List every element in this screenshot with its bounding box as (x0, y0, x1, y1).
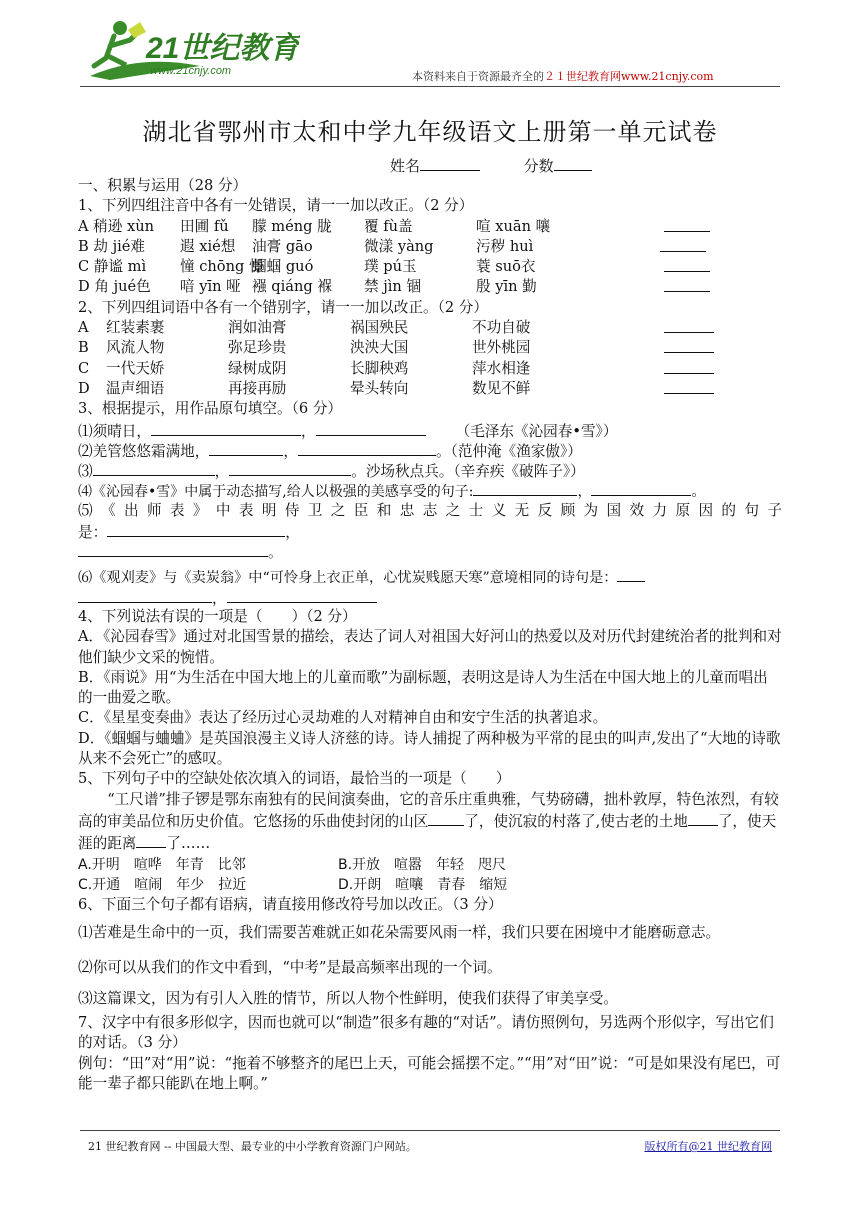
fill-blank[interactable] (209, 440, 283, 456)
21cnjy-logo (80, 14, 300, 86)
name-score-bar (390, 155, 592, 176)
q2-answer-blank[interactable] (664, 373, 714, 374)
fill-blank[interactable] (229, 460, 351, 476)
q4-option-a: A．《沁园春雪》通过对北国雪景的描绘，表达了词人对祖国大好河山的热爱以及对历代封建统治者的批判和对他们缺少文采的惋惜。 (78, 628, 782, 666)
q4-option-b: B．《雨说》用“为生活在中国大地上的儿童而歌”为副标题，表明这是诗人为生活在中国大地上的儿童而唱出的一曲爱之歌。 (78, 668, 768, 707)
q1-row-d: D 角 jué色 喑 yīn 哑 襁 qiáng 褓 禁 jìn 锢 殷 yīn 勤 (78, 277, 782, 297)
q6-sentence-2: ⑵你可以从我们的作文中看到，“中考”是最高频率出现的一个词。 (78, 959, 502, 977)
q1-answer-blank[interactable] (660, 251, 706, 252)
q1-row-c: C 静谧 mì 憧 chōng 憬蝈蝈 guó 璞 pú玉 蓑 suō衣 (78, 257, 782, 277)
q2-answer-blank[interactable] (664, 352, 714, 353)
q3-item-5-cont: 是： ， (78, 521, 782, 541)
q2-answer-blank[interactable] (664, 332, 714, 333)
q3-item-2: ⑵羌管悠悠霜满地， ， 。（范仲淹《渔家傲》） (78, 440, 782, 460)
q2-row-a: A 红装素裹 润如油膏 祸国殃民 不功自破 (78, 318, 782, 338)
fill-blank[interactable] (298, 440, 436, 456)
q5-option-c: C.开通 喧闹 年少 拉近 (78, 876, 247, 893)
q3-item-1: ⑴须晴日， ， （毛泽东《沁园春•雪》） (78, 420, 782, 440)
q3-item-5-cont2: 。 (78, 541, 782, 563)
fill-blank[interactable] (316, 420, 426, 436)
q7-stem: 7、汉字中有很多形似字，因而也就可以“制造”很多有趣的“对话”。请仿照例句，另选两个形似字，写出它们的对话。（3 分） (78, 1013, 774, 1052)
q4-option-d: D．《蝈蝈与蛐蛐》是英国浪漫主义诗人济慈的诗。诗人捕捉了两种极为平常的昆虫的叫声,发出了“大地的诗歌从来不会死亡”的感叹。 (78, 729, 781, 768)
q3-item-6-cont: ， (78, 587, 782, 607)
q6-sentence-1: ⑴苦难是生命中的一页，我们需要苦难就正如花朵需要风雨一样，我们只要在困境中才能磨砺意志。 (78, 924, 721, 942)
page-header (0, 0, 860, 100)
fill-blank[interactable] (227, 587, 377, 603)
q2-row-b: B 风流人物 弥足珍贵 泱泱大国 世外桃园 (78, 338, 782, 358)
section-heading: 一、积累与运用（28 分） (78, 177, 248, 194)
q1-answer-blank[interactable] (664, 291, 710, 292)
q2-stem: 2、下列四组词语中各有一个错别字，请一一加以改正。（2 分） (78, 298, 488, 316)
fill-blank[interactable] (107, 521, 285, 537)
source-site[interactable]: ２１世纪教育网 (544, 70, 621, 83)
q5-option-b: B.开放 喧嚣 年轻 咫尺 (338, 856, 507, 873)
q5-options-ab (78, 855, 782, 875)
logo-text: 21世纪教育 (146, 32, 300, 65)
fill-blank[interactable] (151, 420, 301, 436)
q5-passage: “工尺谱”排子锣是鄂东南独有的民间演奏曲，它的音乐庄重典雅，气势磅礴，拙朴敦厚，特色浓烈，有较高的审美品位和历史价值。它悠扬的乐曲使封闭的山区 了，使沉寂的村落了,使古老的土地 了，使天涯的距离 了…… (78, 790, 779, 853)
q1-stem: 1、下列四组注音中各有一处错误，请一一加以改正。（2 分） (78, 197, 474, 215)
fill-blank[interactable] (93, 460, 215, 476)
q4-option-c: C．《星星变奏曲》表达了经历过心灵劫难的人对精神自由和安宁生活的执著追求。 (78, 709, 608, 727)
name-label: 姓名 (390, 157, 421, 175)
q3-stem: 3、根据提示，用作品原句填空。（6 分） (78, 400, 343, 418)
score-label: 分数 (523, 157, 554, 175)
q3-item-4: ⑷《沁园春•雪》中属于动态描写,给人以极强的美感享受的句子: ， 。 (78, 480, 782, 500)
header-divider (80, 86, 780, 87)
fill-blank[interactable] (591, 480, 691, 496)
fill-blank[interactable] (136, 832, 166, 848)
copyright-link[interactable]: 版权所有@21 世纪教育网 (644, 1140, 772, 1153)
q2-row-d: D 温声细语 再接再励 晕头转向 数见不鲜 (78, 379, 782, 399)
q5-option-a: A.开明 喧哗 年青 比邻 (78, 856, 246, 873)
q2-row-c: C 一代天娇 绿树成阴 长脚秧鸡 萍水相逢 (78, 359, 782, 379)
fill-blank[interactable] (78, 541, 268, 557)
fill-blank[interactable] (617, 566, 645, 582)
footer-divider (80, 1130, 780, 1131)
score-blank[interactable] (554, 155, 592, 171)
page-title: 湖北省鄂州市太和中学九年级语文上册第一单元试卷 (142, 118, 718, 146)
logo-url: www.21cnjy.com (150, 65, 232, 77)
fill-blank[interactable] (688, 810, 718, 826)
q3-item-3: ⑶ ， 。沙场秋点兵。（辛弃疾《破阵子》） (78, 460, 782, 480)
q2-answer-blank[interactable] (664, 393, 714, 394)
q6-stem: 6、下面三个句子都有语病，请直接用修改符号加以改正。（3 分） (78, 896, 503, 914)
q4-stem: 4、下列说法有误的一项是（ ）（2 分） (78, 607, 357, 625)
exam-content (78, 176, 782, 1094)
q5-option-d: D.开朗 喧嚷 青春 缩短 (338, 876, 508, 893)
source-line: 本资料来自于资源最齐全的２１世纪教育网www.21cnjy.com (412, 70, 714, 83)
q5-stem: 5、下列句子中的空缺处依次填入的词语，最恰当的一项是（ ） (78, 770, 511, 788)
q1-answer-blank[interactable] (664, 271, 710, 272)
q5-options-cd (78, 875, 782, 895)
fill-blank[interactable] (78, 587, 212, 603)
q1-answer-blank[interactable] (664, 231, 710, 232)
source-url[interactable]: www.21cnjy.com (621, 70, 714, 83)
name-blank[interactable] (420, 155, 480, 171)
page-footer (80, 1130, 780, 1153)
q3-item-5: ⑸《出师表》中表明侍卫之臣和忠志之士义无反顾为国效力原因的句子 (78, 501, 782, 519)
q6-sentence-3: ⑶这篇课文，因为有引人入胜的情节，所以人物个性鲜明，使我们获得了审美享受。 (78, 989, 618, 1007)
footer-text: 21 世纪教育网 -- 中国最大型、最专业的中小学教育资源门户网站。 (88, 1140, 417, 1153)
q1-row-b: B 劫 jié难 遐 xié想 油膏 gāo 微漾 yàng 污秽 huì (78, 237, 782, 257)
fill-blank[interactable] (428, 810, 464, 826)
q7-example: 例句：“田”对“用”说：“拖着不够整齐的尾巴上天，可能会摇摆不定。”“用”对“田”说：“可是如果没有尾巴，可能一辈子都只能趴在地上啊。” (78, 1054, 781, 1092)
q3-item-6: ⑹《观刈麦》与《卖炭翁》中“可怜身上衣正单，心忧炭贱愿天寒”意境相同的诗句是： (78, 566, 782, 586)
fill-blank[interactable] (473, 480, 577, 496)
q1-row-a: A 稍逊 xùn 田圃 fǔ 朦 méng 胧 覆 fù盖 喧 xuān 嚷 (78, 217, 782, 237)
